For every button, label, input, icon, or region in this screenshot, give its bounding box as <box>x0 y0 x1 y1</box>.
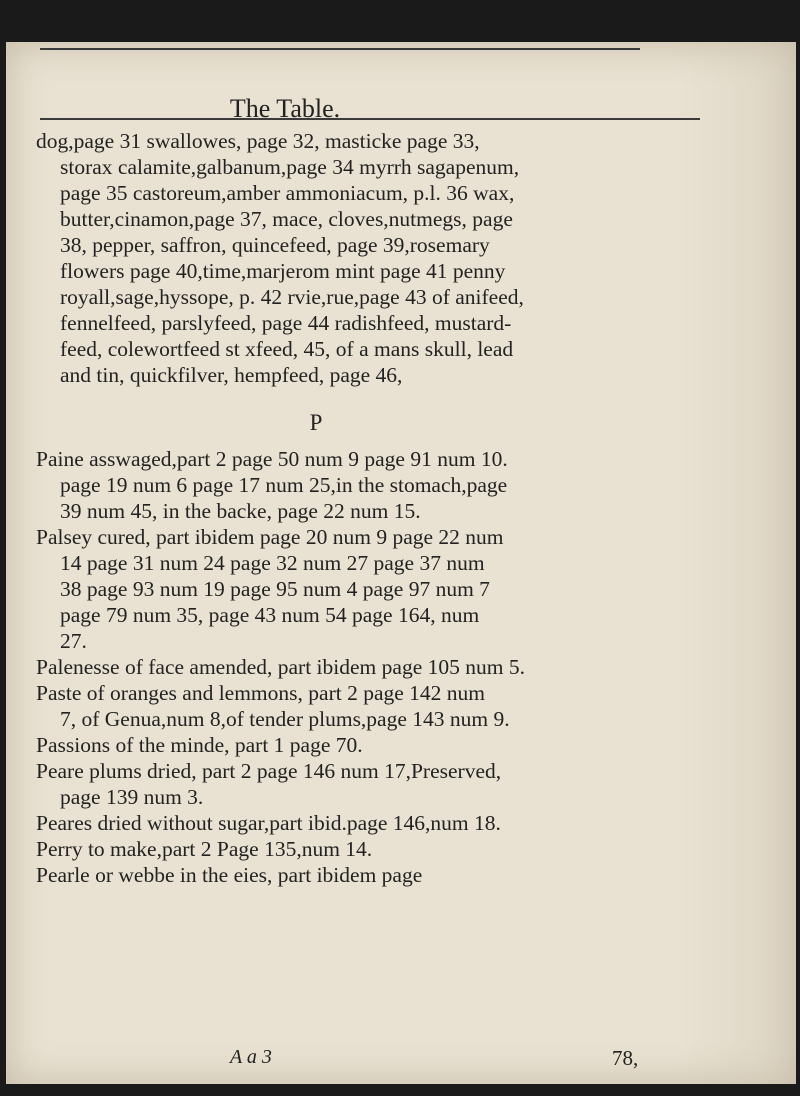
index-entry-line: 14 page 31 num 24 page 32 num 27 page 37 num <box>60 551 485 575</box>
index-entry-line: Paine asswaged,part 2 page 50 num 9 page 91 num 10. <box>36 447 508 471</box>
index-entry-line: Peares dried without sugar,part ibid.page 146,num 18. <box>36 811 501 835</box>
index-entry-line: 7, of Genua,num 8,of tender plums,page 143 num 9. <box>60 707 510 731</box>
index-line: flowers page 40,time,marjerom mint page 41 penny <box>60 259 506 283</box>
index-block-continued <box>36 128 676 388</box>
index-entry-line: Paste of oranges and lemmons, part 2 page 142 num <box>36 681 486 705</box>
index-entry-line: 38 page 93 num 19 page 95 num 4 page 97 num 7 <box>60 577 490 601</box>
index-block-p <box>36 446 676 888</box>
index-entry-line: Passions of the minde, part 1 page 70. <box>36 733 363 757</box>
index-line: storax calamite,galbanum,page 34 myrrh sagapenum, <box>60 155 520 179</box>
index-entry-line: Perry to make,part 2 Page 135,num 14. <box>36 837 373 861</box>
index-line: fennelfeed, parslyfeed, page 44 radishfeed, mustard- <box>60 311 512 335</box>
index-line: page 35 castoreum,amber ammoniacum, p.l. 36 wax, <box>60 181 515 205</box>
index-entry-line: Palenesse of face amended, part ibidem page 105 num 5. <box>36 655 525 679</box>
index-line: butter,cinamon,page 37, mace, cloves,nutmegs, page <box>60 207 513 231</box>
index-line: 38, pepper, saffron, quincefeed, page 39,rosemary <box>60 233 490 257</box>
index-entry-line: 27. <box>60 629 87 653</box>
index-entry-line: page 19 num 6 page 17 num 25,in the stomach,page <box>60 473 508 497</box>
index-entry-line: Pearle or webbe in the eies, part ibidem page <box>36 863 423 887</box>
index-line: royall,sage,hyssope, p. 42 rvie,rue,page 43 of anifeed, <box>60 285 524 309</box>
signature-mark: A a 3 <box>230 1046 272 1068</box>
index-line: and tin, quickfilver, hempfeed, page 46, <box>60 363 403 387</box>
top-rule <box>40 48 640 50</box>
index-entry-line: Peare plums dried, part 2 page 146 num 17,Preserved, <box>36 759 502 783</box>
index-entry-line: page 139 num 3. <box>60 785 204 809</box>
index-text <box>36 128 676 888</box>
index-entry-line: 39 num 45, in the backe, page 22 num 15. <box>60 499 421 523</box>
catchword: 78, <box>612 1046 639 1070</box>
index-line: feed, colewortfeed st xfeed, 45, of a mans skull, lead <box>60 337 514 361</box>
index-entry-line: page 79 num 35, page 43 num 54 page 164, num <box>60 603 480 627</box>
index-line: dog,page 31 swallowes, page 32, masticke page 33, <box>36 129 480 153</box>
index-entry-line: Palsey cured, part ibidem page 20 num 9 page 22 num <box>36 525 504 549</box>
section-letter: P <box>309 410 323 435</box>
page-title: The Table. <box>229 94 341 123</box>
header-rule <box>40 118 700 120</box>
